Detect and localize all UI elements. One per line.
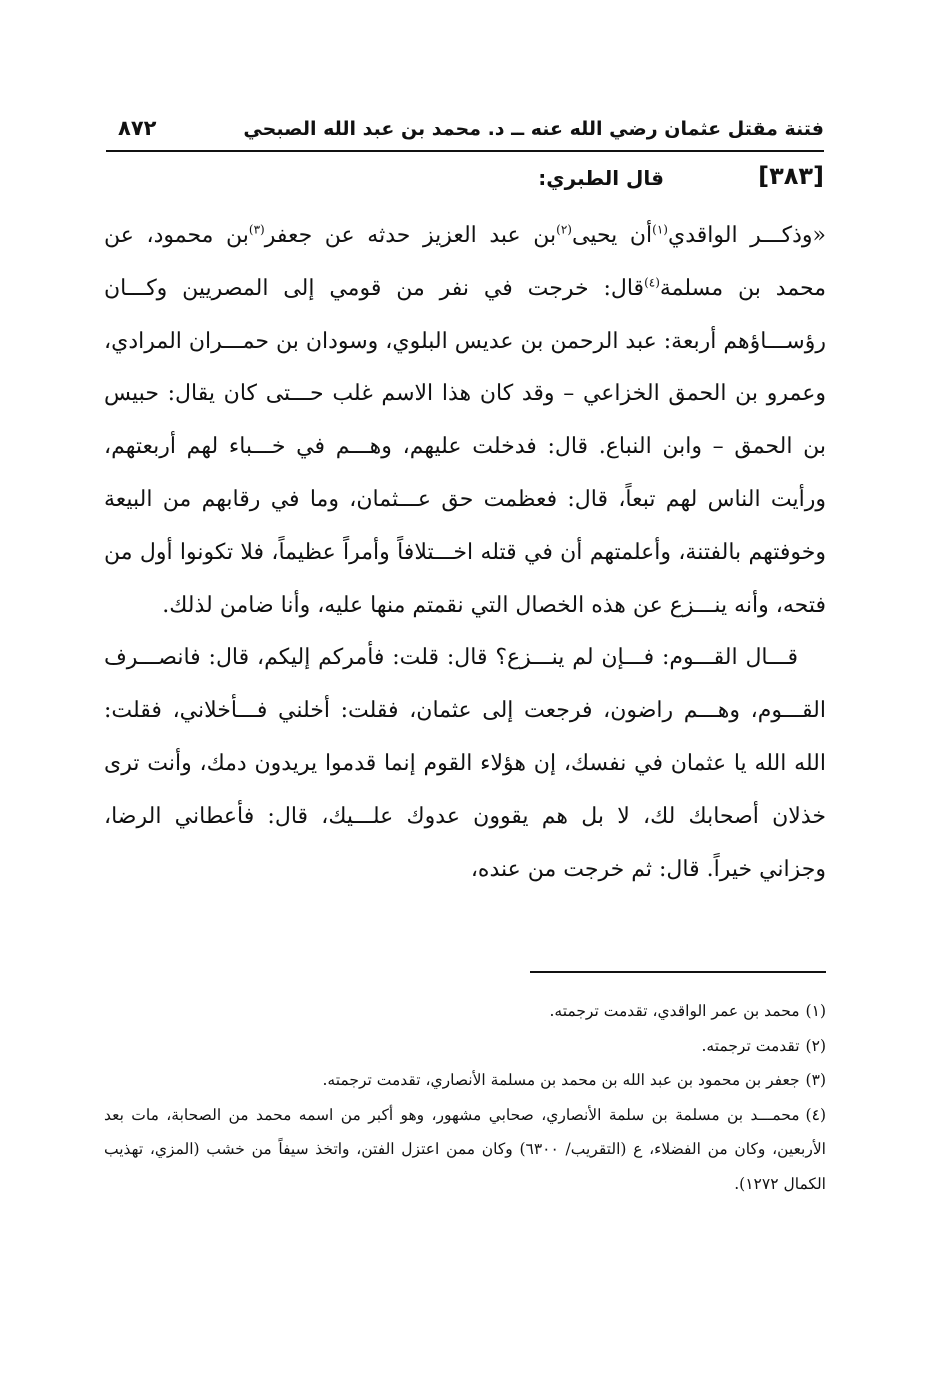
footnote-ref-3: (٣) [248,222,265,237]
running-header [106,112,824,148]
footnote-number: (٤) [805,1105,826,1124]
text-run: بن عبد العزيز حدثه عن جعفر [264,223,557,248]
section-number: [٣٨٣] [758,162,824,190]
footnote-4 [104,1098,826,1202]
footnote-text: محمـــد بن مسلمة بن سلمة الأنصاري، صحابي مشهور، وهو أكبر من اسمه محمد من الصحابة، مات بعد الأربعين، وكان من الفضلاء، ع (التقريب/ ٦٣٠٠) وكان ممن اعتزل الفتن، واتخذ سيفاً من خشب (المزي، تهذيب الكمال ١٢٧٢). [104,1105,826,1193]
footnote-ref-4: (٤) [644,275,660,290]
footnote-number: (٣) [805,1071,826,1089]
footnotes [104,994,826,1201]
footnote-ref-2: (٢) [556,222,572,237]
text-run: أن يحيى [571,223,653,248]
main-text [104,210,826,896]
footnote-text: جعفر بن محمود بن عبد الله بن محمد بن مسلمة الأنصاري، تقدمت ترجمته. [322,1071,800,1089]
footnote-number: (٢) [805,1036,826,1055]
footnote-3 [104,1063,826,1098]
page-number: ٨٧٢ [118,116,157,140]
section-heading: قال الطبري: [538,166,664,190]
footnote-text: محمد بن عمر الواقدي، تقدمت ترجمته. [549,1002,800,1020]
section-line [106,160,824,200]
paragraph-2: قـــال القـــوم: فـــإن لم ينـــزع؟ قال: قلت: فأمركم إليكم، قال: فانصـــرف القـــوم، وهـــم راضون، فرجعت إلى عثمان، فقلت: أخلني فـــأخلاني، فقلت: الله الله يا عثمان في نفسك، إن هؤلاء القوم إنما قدموا يريدون دمك، وأنت ترى خذلان أصحابك لك، لا بل هم يقوون عدوك علـــيك، قال: فأعطاني الرضا، وجزاني خيراً. قال: ثم خرجت من عنده، [104,645,826,882]
footnote-ref-1: (١) [652,222,668,237]
text-run: قال: خرجت في نفر من قومي إلى المصريين وكـــان رؤســـاؤهم أربعة: عبد الرحمن بن عديس البلوي، وسودان بن حمـــران المرادي، وعمرو بن الحمق الخزاعي – وقد كان هذا الاسم غلب حـــتى كان يقال: حبيس بن الحمق – وابن النباع. قال: فدخلت عليهم، وهـــم في خـــباء لهم أربعتهم، ورأيت الناس لهم تبعاً، قال: فعظمت حق عـــثمان، وما في رقابهم من البيعة وخوفتهم بالفتنة، وأعلمتهم أن في قتله اخـــتلافاً وأمراً عظيماً، فلا تكونوا أول من فتحه، وأنه ينـــزع عن هذه الخصال التي نقمتم منها عليه، وأنا ضامن لذلك. [104,275,826,618]
footnote-text: تقدمت ترجمته. [701,1036,800,1055]
header-title: فتنة مقتل عثمان رضي الله عنه ــ د. محمد بن عبد الله الصبحي [243,118,824,140]
footnote-number: (١) [805,1002,826,1020]
header-rule [106,150,824,152]
text-run: بن محمود، عن محمد بن مسلمة [104,223,826,301]
footnote-1 [104,994,826,1029]
paragraph-1 [104,210,826,632]
footnote-rule [530,971,826,973]
footnote-2 [104,1029,826,1064]
text-run: «وذكـــر الواقدي [667,223,826,248]
